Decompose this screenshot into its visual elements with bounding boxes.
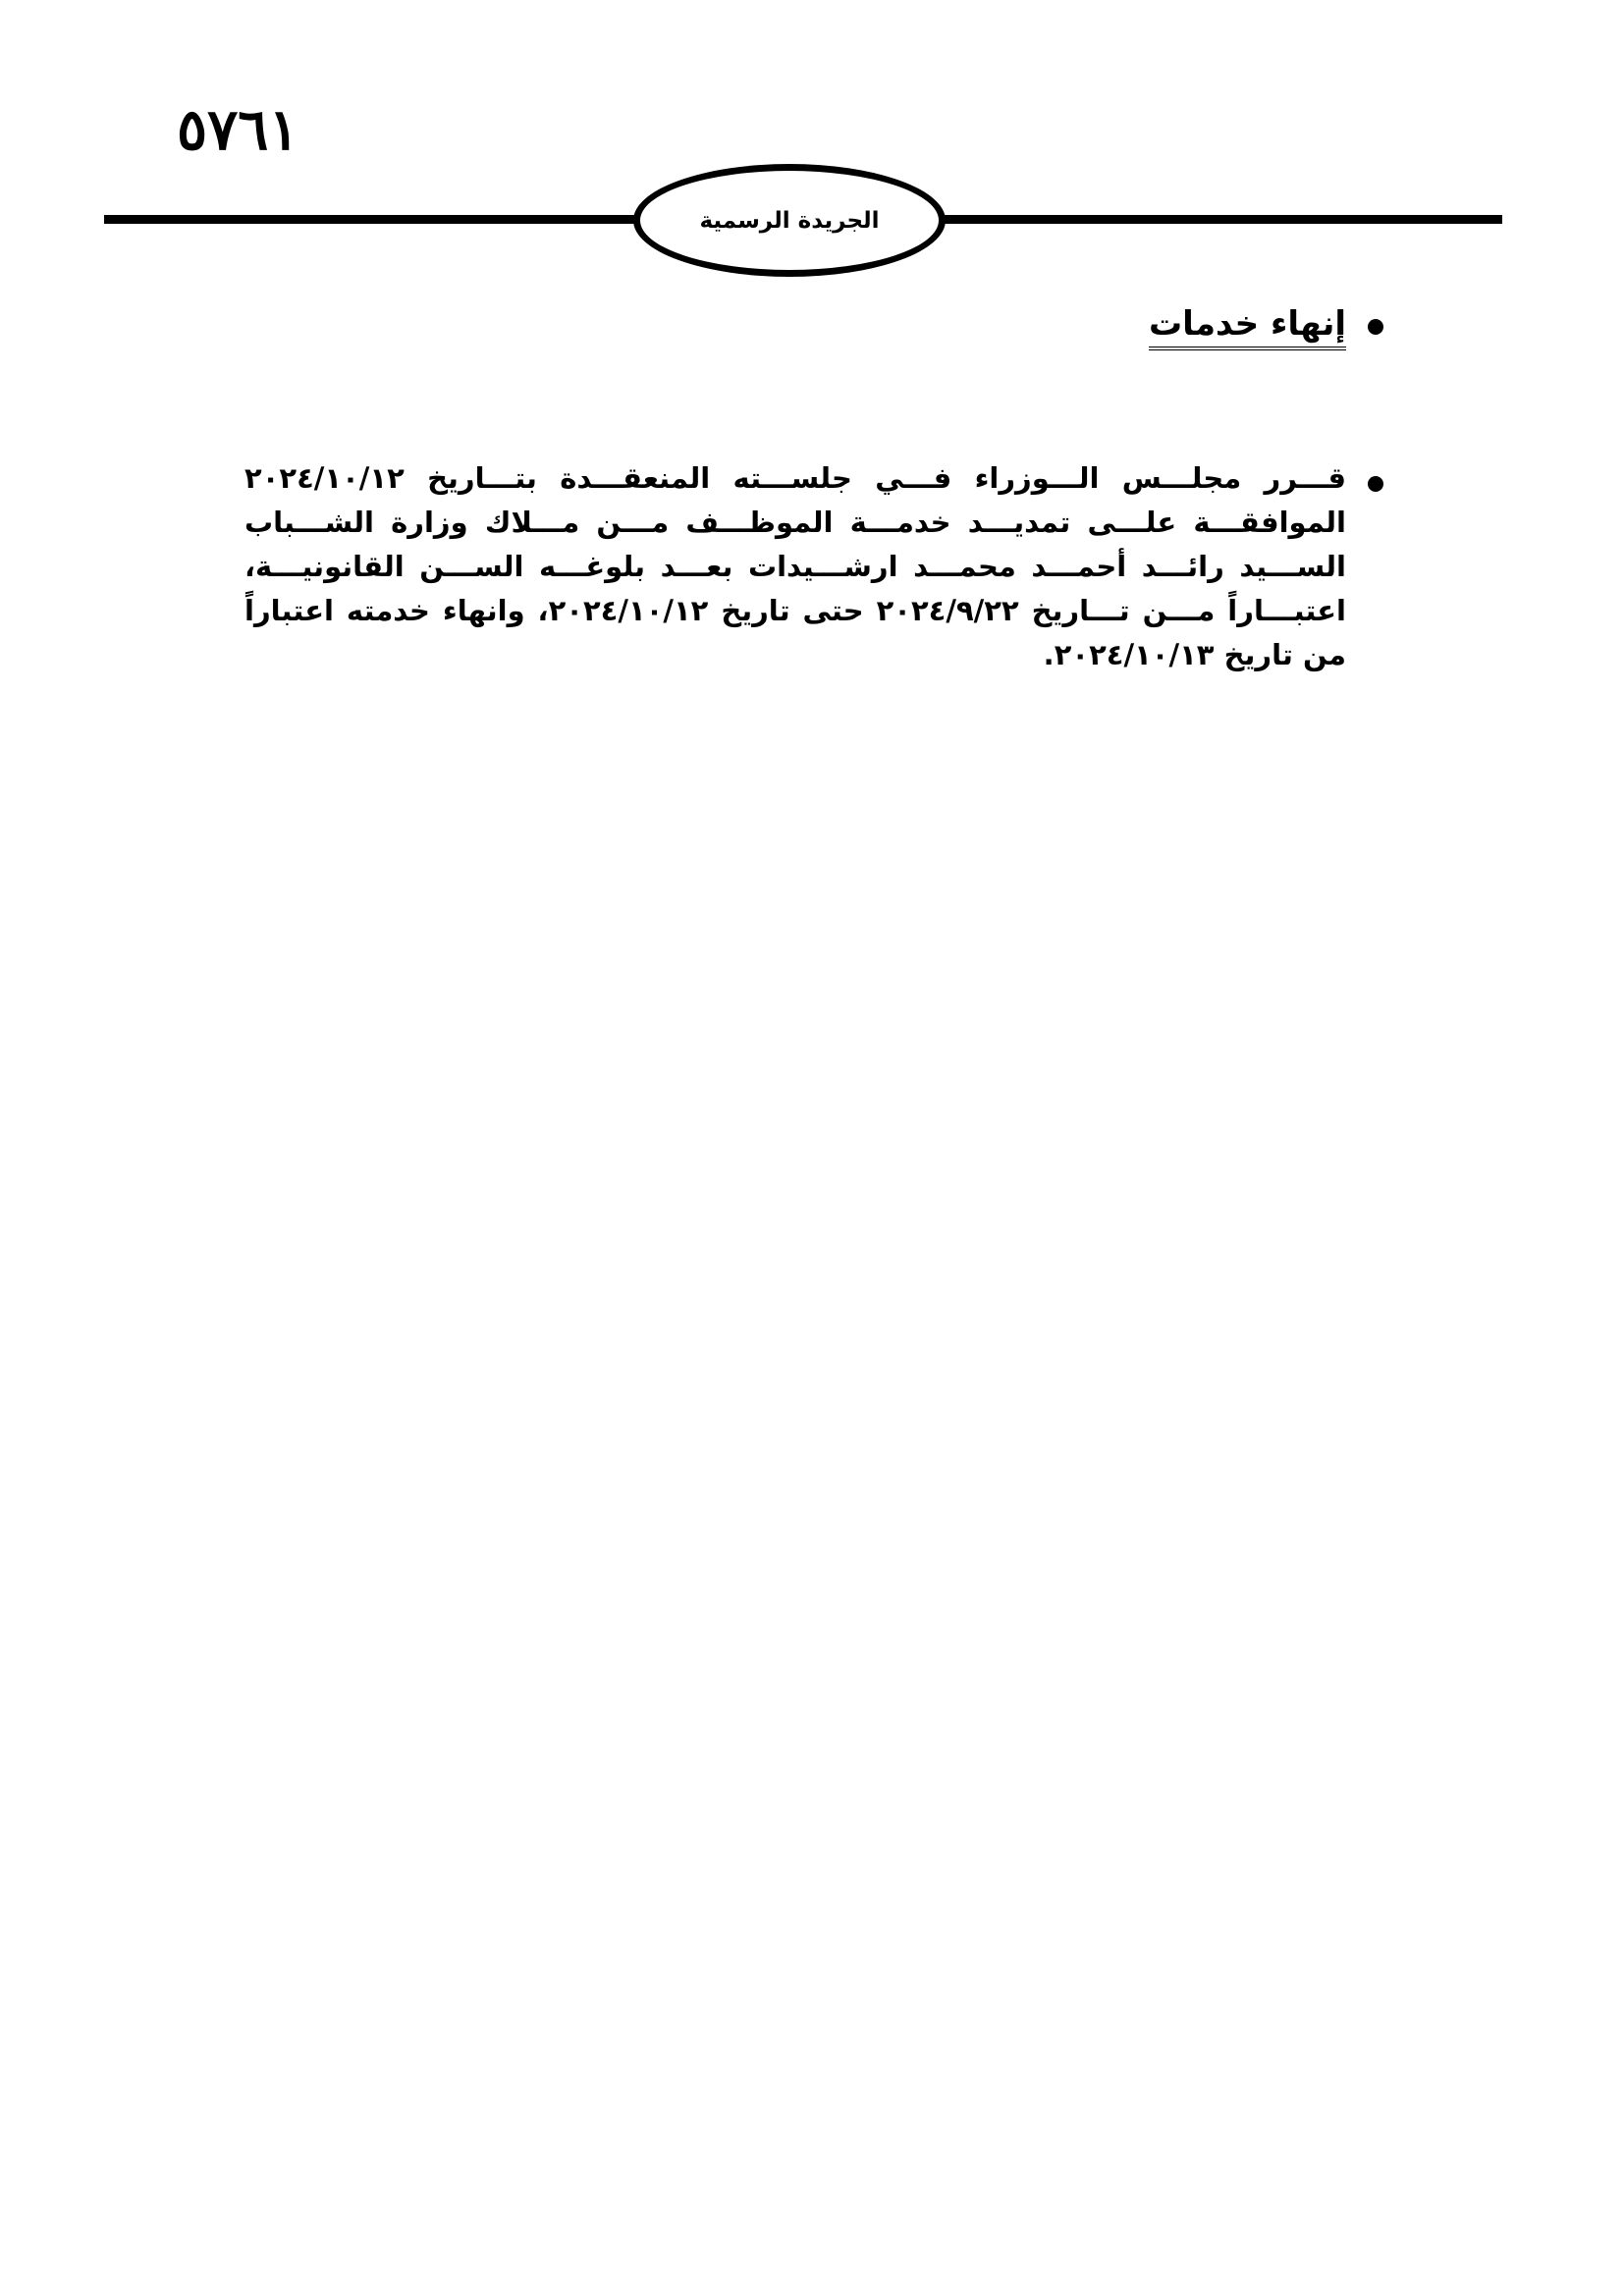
section-heading-row bbox=[205, 304, 1383, 350]
header-rule-left bbox=[104, 215, 639, 224]
decision-item bbox=[244, 456, 1383, 677]
page-number: ٥٧٦١ bbox=[177, 96, 299, 163]
header-rule-right bbox=[943, 215, 1502, 224]
decision-paragraph: قـــرر مجلـــس الـــوزراء فـــي جلســـته المنعقـــدة بتـــاريخ ٢٠٢٤/١٠/١٢ الموافقـــة علـــى تمديـــد خدمـــة الموظـــف مـــن مـــلاك وزارة الشـــباب الســـيد رائـــد أحمـــد محمـــد ارشـــيدات بعـــد بلوغـــه الســـن القانونيـــة، اعتبـــاراً مـــن تـــاريخ ٢٠٢٤/٩/٢٢ حتى تاريخ ٢٠٢٤/١٠/١٢، وانهاء خدمته اعتباراً من تاريخ ٢٠٢٤/١٠/١٣. bbox=[244, 461, 1346, 671]
masthead-oval bbox=[633, 164, 946, 277]
bullet-icon bbox=[1368, 476, 1383, 492]
section-heading: إنهاء خدمات bbox=[1149, 304, 1346, 350]
section-heading-block bbox=[205, 304, 1383, 350]
bullet-icon bbox=[1368, 319, 1383, 335]
masthead-title: الجريدة الرسمية bbox=[699, 207, 880, 234]
